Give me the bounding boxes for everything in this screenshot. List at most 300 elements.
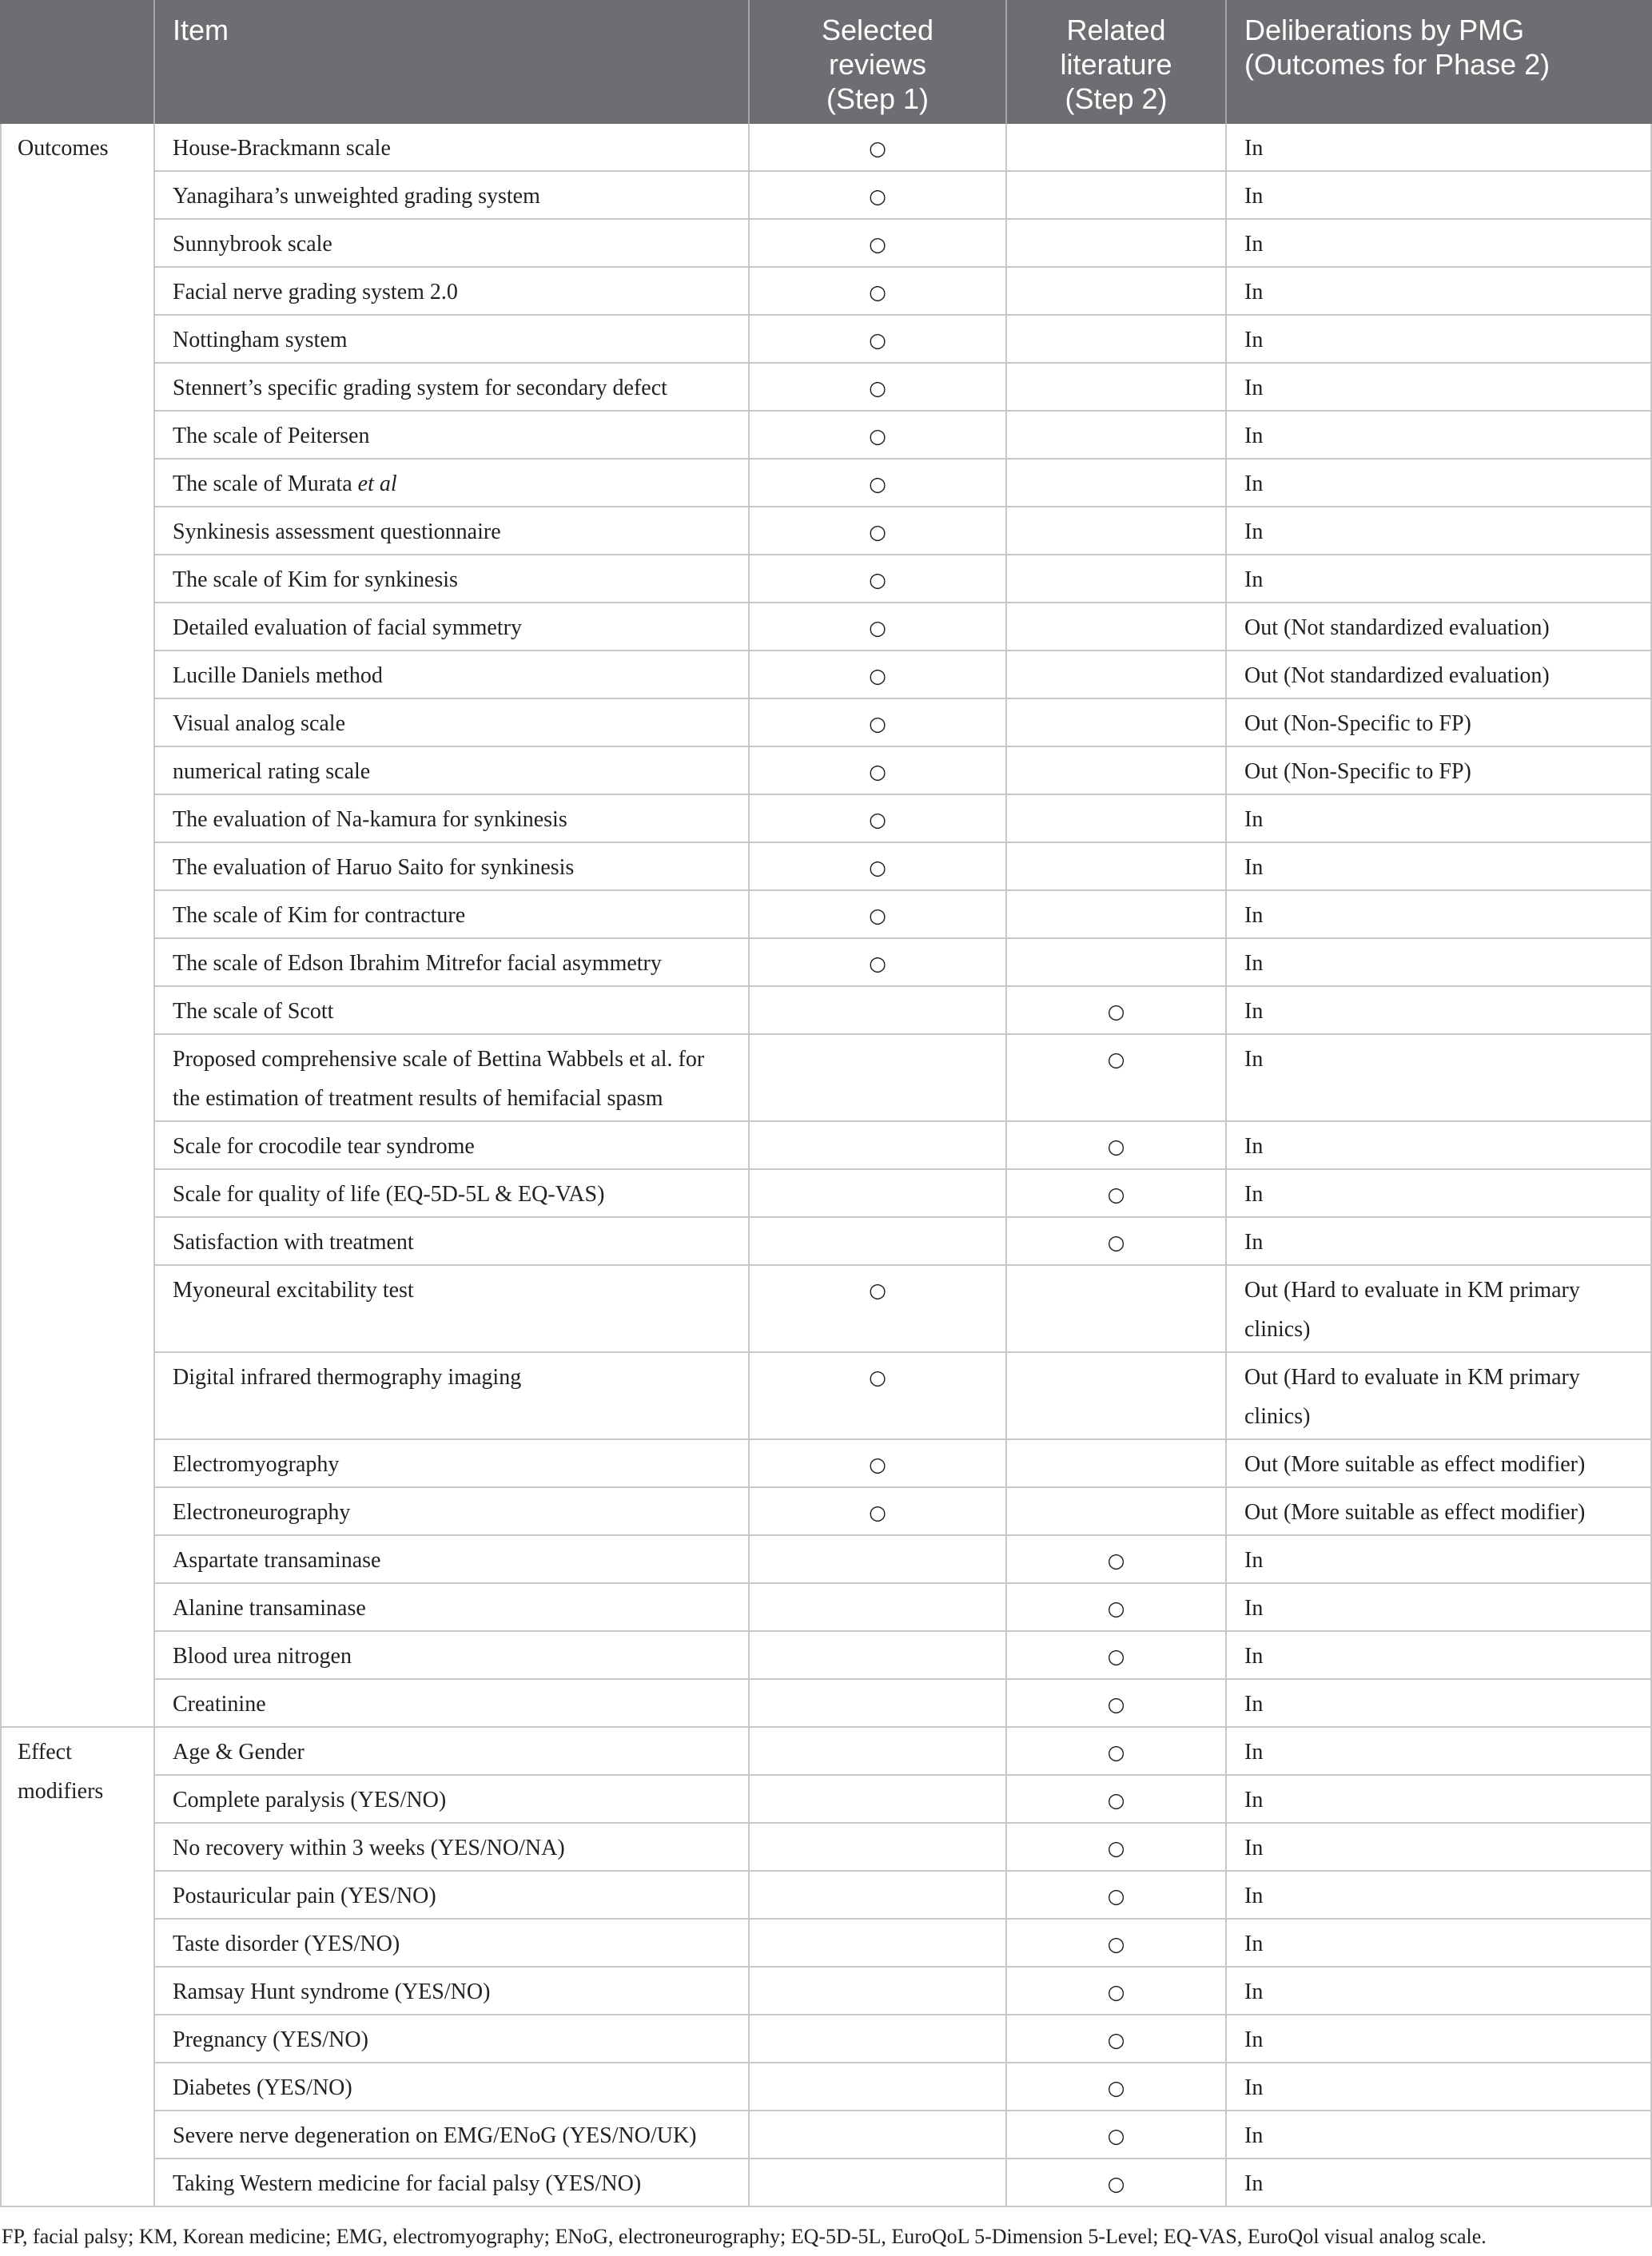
related-literature-cell bbox=[1007, 220, 1227, 266]
deliberation-cell bbox=[1227, 747, 1652, 794]
table-row bbox=[155, 2063, 1652, 2111]
item-cell bbox=[155, 2111, 750, 2158]
deliberation-text: Out (Not standardized evaluation) bbox=[1244, 615, 1550, 640]
deliberation-text: In bbox=[1244, 1047, 1264, 1072]
item-text: The scale of Peitersen bbox=[173, 424, 370, 448]
header-related-literature: Related literature (Step 2) bbox=[1060, 14, 1172, 115]
table-row bbox=[155, 1536, 1652, 1584]
group-rows bbox=[155, 1728, 1652, 2207]
item-cell bbox=[155, 1920, 750, 1966]
selected-reviews-cell bbox=[750, 1536, 1007, 1582]
related-literature-mark: ○ bbox=[1107, 1980, 1125, 2003]
related-literature-cell bbox=[1007, 124, 1227, 170]
related-literature-mark: ○ bbox=[1107, 2028, 1125, 2051]
item-cell bbox=[155, 939, 750, 985]
item-cell bbox=[155, 1728, 750, 1774]
item-text: Sunnybrook scale bbox=[173, 232, 332, 257]
selected-reviews-cell bbox=[750, 1122, 1007, 1168]
selected-reviews-cell bbox=[750, 2159, 1007, 2206]
table-row bbox=[155, 172, 1652, 220]
item-cell bbox=[155, 699, 750, 746]
related-literature-cell bbox=[1007, 2015, 1227, 2062]
item-cell bbox=[155, 651, 750, 698]
related-literature-cell bbox=[1007, 987, 1227, 1033]
table-row bbox=[155, 1776, 1652, 1824]
selected-reviews-cell bbox=[750, 843, 1007, 889]
related-literature-cell bbox=[1007, 2063, 1227, 2110]
deliberation-cell bbox=[1227, 1584, 1652, 1630]
selected-reviews-cell bbox=[750, 316, 1007, 362]
selected-reviews-cell bbox=[750, 1353, 1007, 1438]
item-cell bbox=[155, 268, 750, 314]
related-literature-cell bbox=[1007, 2111, 1227, 2158]
item-cell bbox=[155, 555, 750, 602]
item-cell bbox=[155, 891, 750, 937]
deliberation-text: Out (More suitable as effect modifier) bbox=[1244, 1452, 1586, 1477]
deliberation-text: In bbox=[1244, 328, 1264, 352]
deliberation-text: In bbox=[1244, 184, 1264, 209]
deliberation-cell bbox=[1227, 939, 1652, 985]
table-row bbox=[155, 460, 1652, 507]
related-literature-cell bbox=[1007, 939, 1227, 985]
deliberation-cell bbox=[1227, 843, 1652, 889]
item-text: Synkinesis assessment questionnaire bbox=[173, 519, 501, 544]
deliberation-text: In bbox=[1244, 999, 1264, 1024]
selected-reviews-cell bbox=[750, 1920, 1007, 1966]
table-row bbox=[155, 651, 1652, 699]
deliberation-cell bbox=[1227, 460, 1652, 506]
related-literature-cell bbox=[1007, 1353, 1227, 1438]
related-literature-cell bbox=[1007, 1920, 1227, 1966]
item-cell bbox=[155, 987, 750, 1033]
deliberation-text: In bbox=[1244, 1134, 1264, 1159]
item-text: The scale of Kim for contracture bbox=[173, 903, 466, 928]
deliberation-cell bbox=[1227, 891, 1652, 937]
deliberation-text: In bbox=[1244, 232, 1264, 257]
selected-reviews-cell bbox=[750, 1632, 1007, 1678]
item-text: Facial nerve grading system 2.0 bbox=[173, 280, 458, 304]
item-text-italic: et al bbox=[357, 471, 397, 496]
selected-reviews-cell bbox=[750, 1035, 1007, 1120]
selected-reviews-cell bbox=[750, 651, 1007, 698]
table-row bbox=[155, 220, 1652, 268]
group-label-cell bbox=[0, 124, 155, 1728]
table-header-row bbox=[0, 0, 1652, 124]
deliberation-cell bbox=[1227, 1122, 1652, 1168]
item-text: House-Brackmann scale bbox=[173, 136, 391, 161]
deliberation-text: In bbox=[1244, 807, 1264, 832]
related-literature-cell bbox=[1007, 555, 1227, 602]
selected-reviews-cell bbox=[750, 555, 1007, 602]
related-literature-cell bbox=[1007, 603, 1227, 650]
table-row bbox=[155, 2159, 1652, 2207]
related-literature-mark: ○ bbox=[1107, 2076, 1125, 2099]
item-text: Scale for crocodile tear syndrome bbox=[173, 1134, 475, 1159]
selected-reviews-cell bbox=[750, 124, 1007, 170]
selected-reviews-cell bbox=[750, 1170, 1007, 1216]
deliberation-text: In bbox=[1244, 471, 1264, 496]
deliberation-cell bbox=[1227, 1920, 1652, 1966]
deliberation-cell bbox=[1227, 555, 1652, 602]
selected-reviews-mark: ○ bbox=[869, 1366, 886, 1389]
item-cell bbox=[155, 1968, 750, 2014]
selected-reviews-mark: ○ bbox=[869, 472, 886, 495]
related-literature-cell bbox=[1007, 1584, 1227, 1630]
selected-reviews-mark: ○ bbox=[869, 904, 886, 927]
deliberation-text: In bbox=[1244, 136, 1264, 161]
selected-reviews-cell bbox=[750, 1266, 1007, 1351]
selected-reviews-cell bbox=[750, 1728, 1007, 1774]
related-literature-cell bbox=[1007, 1968, 1227, 2014]
deliberation-text: In bbox=[1244, 855, 1264, 880]
deliberation-text: In bbox=[1244, 1884, 1264, 1908]
deliberation-cell bbox=[1227, 1353, 1652, 1438]
deliberation-text: In bbox=[1244, 1548, 1264, 1573]
table-row bbox=[155, 2015, 1652, 2063]
selected-reviews-mark: ○ bbox=[869, 424, 886, 448]
related-literature-cell bbox=[1007, 1488, 1227, 1534]
item-cell bbox=[155, 1536, 750, 1582]
selected-reviews-cell bbox=[750, 1872, 1007, 1918]
selected-reviews-cell bbox=[750, 2015, 1007, 2062]
related-literature-cell bbox=[1007, 172, 1227, 218]
row-group bbox=[0, 1728, 1652, 2207]
item-cell bbox=[155, 603, 750, 650]
deliberation-cell bbox=[1227, 2063, 1652, 2110]
table-row bbox=[155, 603, 1652, 651]
item-text: The evaluation of Na-kamura for synkinesis bbox=[173, 807, 567, 832]
related-literature-cell bbox=[1007, 1440, 1227, 1486]
deliberation-cell bbox=[1227, 1632, 1652, 1678]
item-text: Stennert’s specific grading system for secondary defect bbox=[173, 376, 667, 400]
item-cell bbox=[155, 1266, 750, 1351]
deliberation-cell bbox=[1227, 268, 1652, 314]
selected-reviews-cell bbox=[750, 1680, 1007, 1726]
deliberation-text: In bbox=[1244, 567, 1264, 592]
item-text: Taste disorder (YES/NO) bbox=[173, 1932, 400, 1956]
related-literature-cell bbox=[1007, 891, 1227, 937]
item-cell bbox=[155, 1632, 750, 1678]
table-row bbox=[155, 1488, 1652, 1536]
item-cell bbox=[155, 172, 750, 218]
item-text: Pregnancy (YES/NO) bbox=[173, 2027, 368, 2052]
deliberation-cell bbox=[1227, 1488, 1652, 1534]
table-row bbox=[155, 1920, 1652, 1968]
selected-reviews-cell bbox=[750, 795, 1007, 842]
deliberation-text: In bbox=[1244, 2123, 1264, 2148]
deliberation-text: In bbox=[1244, 424, 1264, 448]
deliberation-text: In bbox=[1244, 2171, 1264, 2196]
selected-reviews-cell bbox=[750, 699, 1007, 746]
item-text: Electroneurography bbox=[173, 1500, 351, 1525]
selected-reviews-cell bbox=[750, 1440, 1007, 1486]
related-literature-mark: ○ bbox=[1107, 1048, 1125, 1071]
related-literature-mark: ○ bbox=[1107, 1645, 1125, 1668]
selected-reviews-cell bbox=[750, 1488, 1007, 1534]
deliberation-cell bbox=[1227, 316, 1652, 362]
row-group bbox=[0, 124, 1652, 1728]
related-literature-cell bbox=[1007, 412, 1227, 458]
selected-reviews-cell bbox=[750, 220, 1007, 266]
item-cell bbox=[155, 507, 750, 554]
related-literature-mark: ○ bbox=[1107, 1597, 1125, 1620]
related-literature-mark: ○ bbox=[1107, 1000, 1125, 1023]
selected-reviews-cell bbox=[750, 172, 1007, 218]
related-literature-mark: ○ bbox=[1107, 1836, 1125, 1860]
related-literature-mark: ○ bbox=[1107, 1788, 1125, 1812]
group-label: Outcomes bbox=[18, 136, 109, 161]
deliberation-text: In bbox=[1244, 1644, 1264, 1669]
selected-reviews-mark: ○ bbox=[869, 712, 886, 735]
header-item: Item bbox=[155, 0, 750, 124]
item-text: Scale for quality of life (EQ-5D-5L & EQ-VAS) bbox=[173, 1182, 605, 1207]
item-cell bbox=[155, 1353, 750, 1438]
deliberation-cell bbox=[1227, 1035, 1652, 1120]
item-text: Aspartate transaminase bbox=[173, 1548, 381, 1573]
related-literature-mark: ○ bbox=[1107, 1231, 1125, 1254]
deliberation-cell bbox=[1227, 172, 1652, 218]
group-rows bbox=[155, 124, 1652, 1728]
deliberation-cell bbox=[1227, 2111, 1652, 2158]
deliberation-text: In bbox=[1244, 280, 1264, 304]
item-text: Ramsay Hunt syndrome (YES/NO) bbox=[173, 1979, 491, 2004]
related-literature-cell bbox=[1007, 699, 1227, 746]
deliberation-cell bbox=[1227, 1968, 1652, 2014]
table-row bbox=[155, 507, 1652, 555]
deliberation-cell bbox=[1227, 1728, 1652, 1774]
selected-reviews-cell bbox=[750, 1584, 1007, 1630]
related-literature-cell bbox=[1007, 2159, 1227, 2206]
related-literature-mark: ○ bbox=[1107, 1884, 1125, 1908]
related-literature-cell bbox=[1007, 1035, 1227, 1120]
deliberation-cell bbox=[1227, 1170, 1652, 1216]
table-row bbox=[155, 747, 1652, 795]
deliberation-cell bbox=[1227, 1872, 1652, 1918]
selected-reviews-cell bbox=[750, 1824, 1007, 1870]
item-text: Taking Western medicine for facial palsy (YES/NO) bbox=[173, 2171, 642, 2196]
item-cell bbox=[155, 220, 750, 266]
related-literature-cell bbox=[1007, 364, 1227, 410]
deliberation-cell bbox=[1227, 1824, 1652, 1870]
deliberation-cell bbox=[1227, 795, 1652, 842]
item-text: Lucille Daniels method bbox=[173, 663, 383, 688]
item-cell bbox=[155, 843, 750, 889]
deliberation-text: Out (Not standardized evaluation) bbox=[1244, 663, 1550, 688]
related-literature-mark: ○ bbox=[1107, 1741, 1125, 1764]
table-row bbox=[155, 124, 1652, 172]
related-literature-cell bbox=[1007, 1776, 1227, 1822]
selected-reviews-cell bbox=[750, 891, 1007, 937]
table-row bbox=[155, 1680, 1652, 1728]
deliberation-text: In bbox=[1244, 903, 1264, 928]
item-cell bbox=[155, 1872, 750, 1918]
table-row bbox=[155, 1035, 1652, 1122]
selected-reviews-cell bbox=[750, 2111, 1007, 2158]
item-text: The scale of Kim for synkinesis bbox=[173, 567, 458, 592]
selected-reviews-mark: ○ bbox=[869, 760, 886, 783]
table-row bbox=[155, 1824, 1652, 1872]
item-cell bbox=[155, 795, 750, 842]
item-cell bbox=[155, 2063, 750, 2110]
related-literature-cell bbox=[1007, 507, 1227, 554]
deliberation-text: In bbox=[1244, 519, 1264, 544]
deliberation-text: In bbox=[1244, 376, 1264, 400]
deliberation-cell bbox=[1227, 364, 1652, 410]
related-literature-cell bbox=[1007, 1872, 1227, 1918]
selected-reviews-cell bbox=[750, 268, 1007, 314]
deliberation-cell bbox=[1227, 987, 1652, 1033]
related-literature-mark: ○ bbox=[1107, 1932, 1125, 1956]
header-selected-reviews: Selected reviews (Step 1) bbox=[821, 14, 934, 115]
related-literature-mark: ○ bbox=[1107, 1183, 1125, 1206]
item-cell bbox=[155, 1170, 750, 1216]
table-row bbox=[155, 939, 1652, 987]
table-row bbox=[155, 555, 1652, 603]
table-row bbox=[155, 1122, 1652, 1170]
header-related-literature-cell bbox=[1007, 0, 1227, 124]
selected-reviews-cell bbox=[750, 1776, 1007, 1822]
deliberation-cell bbox=[1227, 220, 1652, 266]
table-footnote: FP, facial palsy; KM, Korean medicine; EMG, electromyography; ENoG, electroneurography; EQ-5D-5L, EuroQoL 5-Dimension 5-Level; EQ-VAS, EuroQol visual analog scale. bbox=[2, 2225, 1487, 2248]
item-cell bbox=[155, 2015, 750, 2062]
selected-reviews-mark: ○ bbox=[869, 1453, 886, 1476]
deliberation-text: In bbox=[1244, 1230, 1264, 1255]
item-cell bbox=[155, 1122, 750, 1168]
group-label-cell bbox=[0, 1728, 155, 2207]
item-text: Blood urea nitrogen bbox=[173, 1644, 352, 1669]
item-text: numerical rating scale bbox=[173, 759, 371, 784]
header-deliberations: Deliberations by PMG (Outcomes for Phase 2) bbox=[1244, 14, 1550, 81]
related-literature-cell bbox=[1007, 1632, 1227, 1678]
selected-reviews-cell bbox=[750, 507, 1007, 554]
header-group-cell bbox=[0, 0, 155, 124]
deliberation-cell bbox=[1227, 2015, 1652, 2062]
item-text: Creatinine bbox=[173, 1692, 266, 1717]
deliberation-cell bbox=[1227, 1218, 1652, 1264]
deliberation-text: In bbox=[1244, 1740, 1264, 1765]
selected-reviews-mark: ○ bbox=[869, 856, 886, 879]
related-literature-cell bbox=[1007, 316, 1227, 362]
related-literature-cell bbox=[1007, 1728, 1227, 1774]
item-text: Visual analog scale bbox=[173, 711, 346, 736]
table-row bbox=[155, 1353, 1652, 1440]
item-text: Detailed evaluation of facial symmetry bbox=[173, 615, 522, 640]
item-text: Postauricular pain (YES/NO) bbox=[173, 1884, 436, 1908]
deliberation-text: In bbox=[1244, 2027, 1264, 2052]
deliberation-text: Out (Non-Specific to FP) bbox=[1244, 711, 1471, 736]
table-row bbox=[155, 268, 1652, 316]
table-body bbox=[0, 124, 1652, 2207]
deliberation-text: In bbox=[1244, 1932, 1264, 1956]
table-row bbox=[155, 699, 1652, 747]
item-text: Age & Gender bbox=[173, 1740, 305, 1765]
related-literature-cell bbox=[1007, 1122, 1227, 1168]
related-literature-cell bbox=[1007, 1218, 1227, 1264]
related-literature-cell bbox=[1007, 843, 1227, 889]
item-cell bbox=[155, 1035, 750, 1120]
deliberation-text: Out (Non-Specific to FP) bbox=[1244, 759, 1471, 784]
item-text: Proposed comprehensive scale of Bettina Wabbels et al. for the estimation of treatment results of hemifacial spasm bbox=[173, 1047, 705, 1111]
deliberation-text: In bbox=[1244, 1836, 1264, 1860]
deliberation-cell bbox=[1227, 651, 1652, 698]
selected-reviews-mark: ○ bbox=[869, 281, 886, 304]
item-cell bbox=[155, 124, 750, 170]
item-cell bbox=[155, 412, 750, 458]
table-row bbox=[155, 795, 1652, 843]
item-text: Diabetes (YES/NO) bbox=[173, 2075, 352, 2100]
item-text: Electromyography bbox=[173, 1452, 340, 1477]
header-selected-reviews-cell bbox=[750, 0, 1007, 124]
deliberation-text: Out (Hard to evaluate in KM primary clinics) bbox=[1244, 1365, 1580, 1429]
item-text: Alanine transaminase bbox=[173, 1596, 366, 1621]
deliberation-cell bbox=[1227, 1776, 1652, 1822]
item-text: No recovery within 3 weeks (YES/NO/NA) bbox=[173, 1836, 565, 1860]
selected-reviews-cell bbox=[750, 412, 1007, 458]
table-row bbox=[155, 1440, 1652, 1488]
deliberation-text: In bbox=[1244, 1692, 1264, 1717]
item-cell bbox=[155, 460, 750, 506]
table-row bbox=[155, 2111, 1652, 2159]
selected-reviews-mark: ○ bbox=[869, 808, 886, 831]
item-cell bbox=[155, 747, 750, 794]
item-text: Digital infrared thermography imaging bbox=[173, 1365, 522, 1390]
table-row bbox=[155, 1584, 1652, 1632]
selected-reviews-mark: ○ bbox=[869, 568, 886, 591]
deliberation-text: In bbox=[1244, 951, 1264, 976]
item-cell bbox=[155, 1680, 750, 1726]
item-text: The scale of Murata bbox=[173, 471, 352, 496]
item-cell bbox=[155, 364, 750, 410]
item-cell bbox=[155, 1584, 750, 1630]
selected-reviews-cell bbox=[750, 987, 1007, 1033]
table-row bbox=[155, 1218, 1652, 1266]
deliberation-cell bbox=[1227, 699, 1652, 746]
selected-reviews-mark: ○ bbox=[869, 233, 886, 256]
related-literature-cell bbox=[1007, 1266, 1227, 1351]
item-text: The scale of Edson Ibrahim Mitrefor facial asymmetry bbox=[173, 951, 662, 976]
selected-reviews-cell bbox=[750, 1218, 1007, 1264]
related-literature-cell bbox=[1007, 1536, 1227, 1582]
deliberation-text: In bbox=[1244, 1596, 1264, 1621]
related-literature-cell bbox=[1007, 1680, 1227, 1726]
item-text: Satisfaction with treatment bbox=[173, 1230, 414, 1255]
selected-reviews-mark: ○ bbox=[869, 664, 886, 687]
selected-reviews-cell bbox=[750, 460, 1007, 506]
related-literature-mark: ○ bbox=[1107, 2172, 1125, 2195]
related-literature-mark: ○ bbox=[1107, 1135, 1125, 1158]
deliberation-text: Out (More suitable as effect modifier) bbox=[1244, 1500, 1586, 1525]
selected-reviews-cell bbox=[750, 2063, 1007, 2110]
selected-reviews-cell bbox=[750, 939, 1007, 985]
table-row bbox=[155, 1266, 1652, 1353]
deliberation-text: In bbox=[1244, 1182, 1264, 1207]
deliberation-cell bbox=[1227, 1680, 1652, 1726]
selected-reviews-mark: ○ bbox=[869, 1501, 886, 1524]
selected-reviews-mark: ○ bbox=[869, 185, 886, 208]
deliberation-cell bbox=[1227, 1536, 1652, 1582]
item-text: Nottingham system bbox=[173, 328, 348, 352]
table-row bbox=[155, 412, 1652, 460]
deliberation-cell bbox=[1227, 412, 1652, 458]
item-cell bbox=[155, 1776, 750, 1822]
selected-reviews-cell bbox=[750, 603, 1007, 650]
selected-reviews-mark: ○ bbox=[869, 616, 886, 639]
item-cell bbox=[155, 1218, 750, 1264]
deliberation-cell bbox=[1227, 1266, 1652, 1351]
item-cell bbox=[155, 2159, 750, 2206]
related-literature-cell bbox=[1007, 651, 1227, 698]
deliberation-text: Out (Hard to evaluate in KM primary clinics) bbox=[1244, 1278, 1580, 1342]
